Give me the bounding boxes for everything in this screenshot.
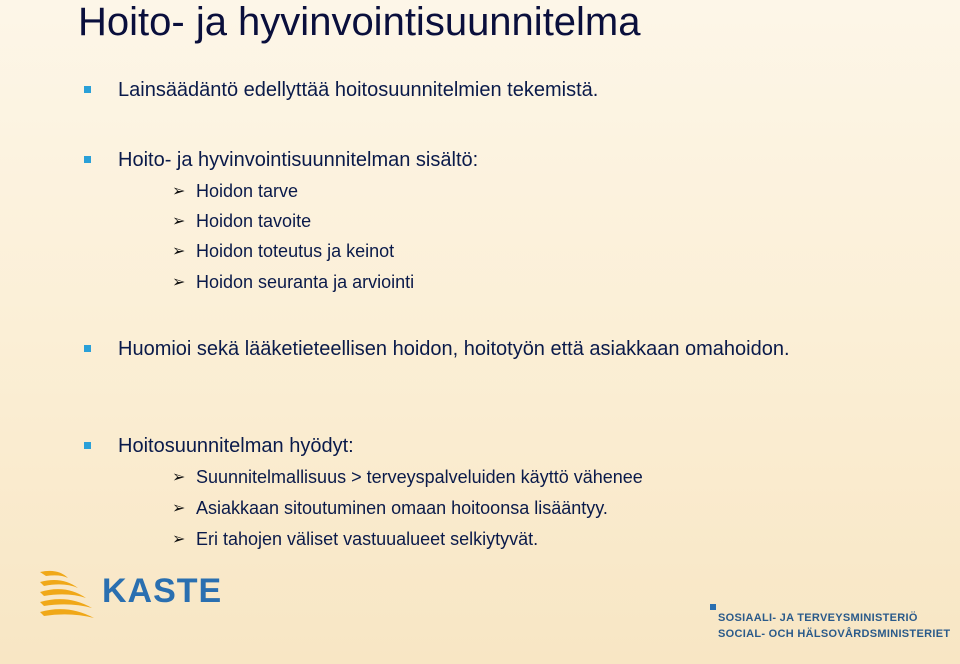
ministry-name-fi: SOSIAALI- JA TERVEYSMINISTERIÖ bbox=[718, 612, 918, 624]
slide-title: Hoito- ja hyvinvointisuunnitelma bbox=[78, 0, 641, 44]
arrow-bullet-icon: ➢ bbox=[172, 500, 186, 517]
kaste-wave-icon bbox=[38, 566, 96, 622]
sub-item bbox=[172, 465, 932, 495]
ministry-mark-icon bbox=[710, 604, 716, 610]
sub-item bbox=[172, 239, 932, 269]
bullet-item bbox=[84, 78, 944, 103]
kaste-logo bbox=[38, 566, 223, 626]
arrow-bullet-icon: ➢ bbox=[172, 531, 186, 548]
bullet-text: Huomioi sekä lääketieteellisen hoidon, hoitotyön että asiakkaan omahoidon. bbox=[118, 338, 790, 360]
sub-item-text: Hoidon tarve bbox=[196, 181, 299, 201]
sub-item-text: Hoidon tavoite bbox=[196, 211, 312, 231]
bullet-text: Hoito- ja hyvinvointisuunnitelman sisältö: bbox=[118, 149, 479, 171]
arrow-bullet-icon: ➢ bbox=[172, 183, 186, 200]
sub-item-text: Asiakkaan sitoutuminen omaan hoitoonsa lisääntyy. bbox=[196, 498, 608, 518]
bullet-item bbox=[84, 434, 944, 459]
bullet-square-icon bbox=[84, 86, 91, 93]
sub-item bbox=[172, 209, 932, 239]
arrow-bullet-icon: ➢ bbox=[172, 213, 186, 230]
bullet-text: Lainsäädäntö edellyttää hoitosuunnitelmien tekemistä. bbox=[118, 79, 599, 101]
sub-item-text: Eri tahojen väliset vastuualueet selkiytyvät. bbox=[196, 529, 539, 549]
sub-item-text: Hoidon toteutus ja keinot bbox=[196, 241, 395, 261]
bullet-square-icon bbox=[84, 156, 91, 163]
sub-item bbox=[172, 527, 932, 557]
bullet-square-icon bbox=[84, 345, 91, 352]
bullet-item bbox=[84, 148, 944, 173]
kaste-wordmark: KASTE bbox=[102, 572, 223, 610]
sub-item bbox=[172, 496, 932, 526]
sub-item-text: Hoidon seuranta ja arviointi bbox=[196, 272, 415, 292]
arrow-bullet-icon: ➢ bbox=[172, 469, 186, 486]
sub-item bbox=[172, 179, 932, 209]
bullet-text: Hoitosuunnitelman hyödyt: bbox=[118, 435, 354, 457]
arrow-bullet-icon: ➢ bbox=[172, 274, 186, 291]
ministry-name-sv: SOCIAL- OCH HÄLSOVÅRDSMINISTERIET bbox=[718, 628, 951, 640]
sub-item bbox=[172, 270, 932, 300]
arrow-bullet-icon: ➢ bbox=[172, 243, 186, 260]
bullet-square-icon bbox=[84, 442, 91, 449]
sub-item-text: Suunnitelmallisuus > terveyspalveluiden käyttö vähenee bbox=[196, 467, 643, 487]
bullet-item bbox=[84, 337, 824, 362]
